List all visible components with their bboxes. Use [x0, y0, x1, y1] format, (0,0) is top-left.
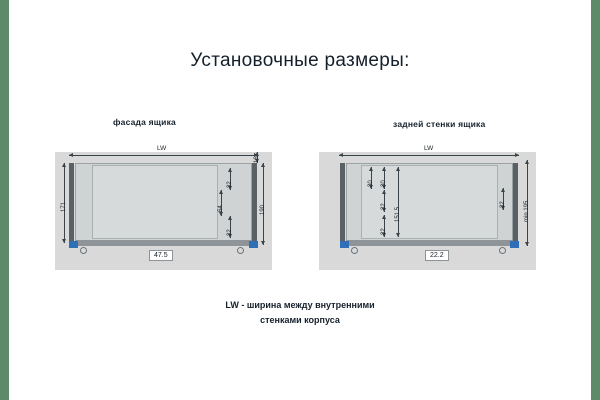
- front-right-runner: [249, 241, 258, 248]
- front-left-rail: [69, 163, 74, 243]
- front-drawer-face: [92, 165, 218, 239]
- back-dim-32-right: 32: [500, 201, 506, 208]
- page-title: Установочные размеры:: [190, 50, 410, 71]
- back-left-wheel: [351, 247, 358, 254]
- front-left-wheel: [80, 247, 87, 254]
- front-dim-190: 190: [260, 204, 266, 215]
- back-left-runner: [340, 241, 349, 248]
- front-dim-171: 171: [61, 201, 67, 212]
- front-base-bar: [75, 240, 252, 246]
- legend-line-2: стенками корпуса: [260, 315, 340, 325]
- front-inner-dim-64-line: [221, 190, 222, 216]
- diagram-back-subtitle: задней стенки ящика: [393, 119, 486, 129]
- back-right-wheel: [499, 247, 506, 254]
- back-lw-arrow: [339, 155, 519, 156]
- back-dim-30-left: 30: [368, 180, 374, 187]
- back-lw-label: LW: [424, 145, 434, 152]
- front-lw-arrow: [69, 155, 258, 156]
- front-right-rail: [252, 163, 257, 243]
- back-left-rail: [340, 163, 345, 243]
- back-dim-min-195: min 195: [524, 200, 530, 222]
- front-lw-label: LW: [157, 145, 167, 152]
- back-right-runner: [510, 241, 519, 248]
- front-dim-32-top: 32: [227, 181, 233, 188]
- back-dim-32-bottom: 32: [381, 228, 387, 235]
- legend-line-1: LW - ширина между внутренними: [225, 300, 375, 310]
- front-dim-32-bottom: 32: [227, 229, 233, 236]
- back-dim-151-line: [398, 167, 399, 237]
- legend-caption: [9, 298, 591, 328]
- back-base-bar: [346, 240, 513, 246]
- front-left-runner: [69, 241, 78, 248]
- front-dim-64: 64: [218, 205, 224, 212]
- back-dim-22-2: 22.2: [425, 250, 449, 261]
- diagram-front-subtitle: фасада ящика: [113, 117, 176, 127]
- front-dim-16: 16: [254, 156, 260, 163]
- front-dim-47-5: 47.5: [149, 250, 173, 261]
- back-right-rail: [513, 163, 518, 243]
- back-dim-30: 30: [381, 180, 387, 187]
- back-dim-32: 32: [381, 203, 387, 210]
- back-dim-151-5: 151.5: [395, 206, 401, 222]
- front-right-wheel: [237, 247, 244, 254]
